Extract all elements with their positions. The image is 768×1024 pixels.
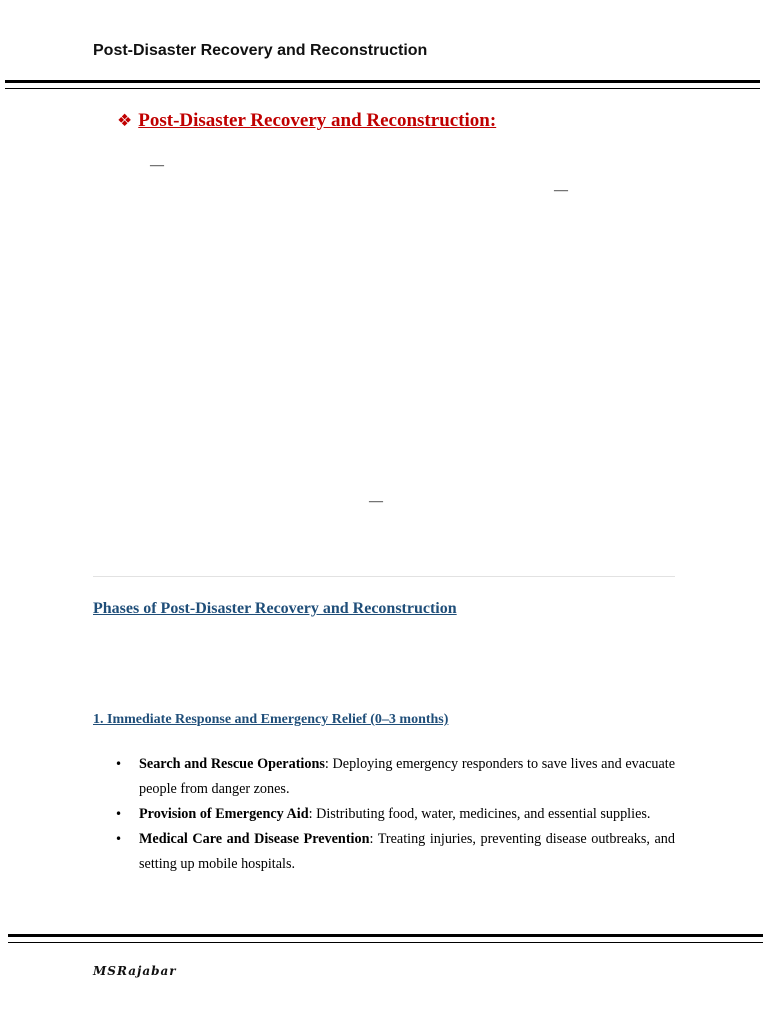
section-heading	[117, 110, 496, 132]
em-dash: —	[150, 158, 164, 173]
phase-1-list	[93, 752, 675, 877]
item-text: : Distributing food, water, medicines, and essential supplies.	[308, 806, 651, 822]
footer-rule	[8, 934, 763, 943]
item-term: Search and Rescue Operations	[139, 756, 325, 772]
diamond-four-icon: ❖	[117, 111, 133, 131]
bullet-dot-icon: •	[115, 757, 123, 771]
list-item	[93, 802, 675, 827]
header-rule	[5, 80, 760, 89]
em-dash: —	[554, 183, 568, 198]
item-text: : Treating injuries, preventing disease outbreaks, and setting up mobile hospitals.	[139, 831, 675, 872]
section-divider	[93, 576, 675, 577]
em-dash: —	[369, 494, 383, 509]
item-term: Provision of Emergency Aid	[139, 806, 309, 822]
footer-signature: MSRajabar	[93, 964, 177, 978]
list-item	[93, 827, 675, 877]
bullet-dot-icon: •	[115, 832, 123, 846]
list-item	[93, 752, 675, 802]
section-heading-text: Post-Disaster Recovery and Reconstruction:	[138, 110, 497, 131]
bullet-dot-icon: •	[115, 807, 123, 821]
page-header-title: Post-Disaster Recovery and Reconstruction	[93, 42, 428, 59]
phases-heading: Phases of Post-Disaster Recovery and Reconstruction	[93, 600, 457, 617]
item-text: : Deploying emergency responders to save lives and evacuate people from danger zones.	[139, 756, 676, 797]
phase-1-heading: 1. Immediate Response and Emergency Relief (0–3 months)	[93, 712, 449, 727]
item-term: Medical Care and Disease Prevention	[139, 831, 370, 847]
